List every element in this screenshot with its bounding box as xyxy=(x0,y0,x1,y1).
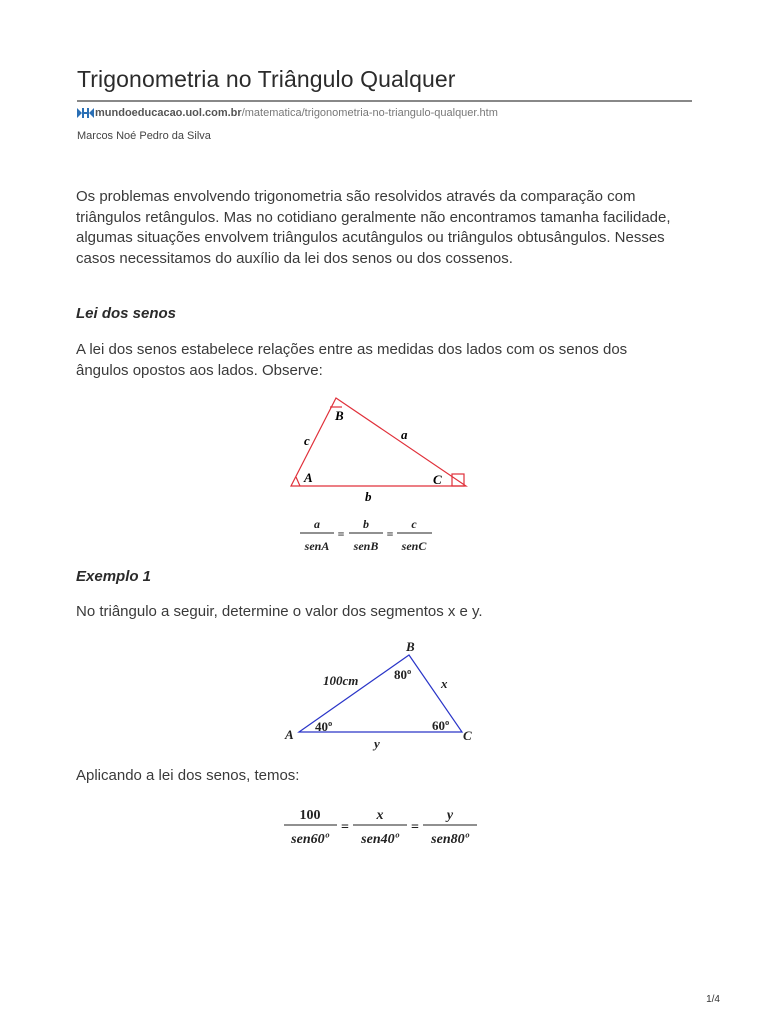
formula1-num-c: c xyxy=(411,517,417,531)
formula1-den-senA: senA xyxy=(304,539,330,553)
intro-paragraph: Os problemas envolvendo trigonometria são resolvidos através da comparação com triângulos retângulos. Mas no cotidiano geralmente não encontramos tamanha facilidade, algumas situações envolvem triângulos acutângulos ou triângulos obtusângulos. Nesses casos necessitamos do auxílio da lei dos senos ou dos cossenos. xyxy=(76,188,671,267)
fig2-vertex-C: C xyxy=(463,728,472,743)
fig2-angle-B: 80º xyxy=(394,667,412,682)
fig2-side-y: y xyxy=(374,736,380,751)
apply-paragraph: Aplicando a lei dos senos, temos: xyxy=(76,767,300,784)
title-divider xyxy=(77,100,692,102)
fig1-side-c: c xyxy=(304,433,310,448)
page-number: 1/4 xyxy=(706,994,720,1005)
triangle-figure-2 xyxy=(282,636,482,752)
example-heading: Exemplo 1 xyxy=(76,568,152,585)
fig1-vertex-C: C xyxy=(433,472,442,487)
formula2-den-sen60: sen60º xyxy=(291,832,329,847)
fig2-vertex-A: A xyxy=(285,727,294,742)
formula1-den-senC: senC xyxy=(401,539,427,553)
example-formula xyxy=(280,804,480,850)
formula2-num-100: 100 xyxy=(299,808,321,823)
formula1-num-a: a xyxy=(314,517,320,531)
fig1-vertex-B: B xyxy=(335,408,344,423)
example-paragraph: No triângulo a seguir, determine o valor dos segmentos x e y. xyxy=(76,603,483,620)
fig1-side-a: a xyxy=(401,427,408,442)
fig2-side-x: x xyxy=(441,676,448,691)
formula1-den-senB: senB xyxy=(353,539,379,553)
formula2-eq-1: = xyxy=(341,820,349,835)
formula1-num-b: b xyxy=(363,517,369,531)
lei-dos-senos-paragraph: A lei dos senos estabelece relações entre as medidas dos lados com os senos dos ângulos opostos aos lados. Observe: xyxy=(76,341,628,379)
source-path: /matematica/trigonometria-no-triangulo-qualquer.htm xyxy=(241,107,498,119)
formula1-eq-1: = xyxy=(337,527,345,541)
fig1-vertex-A: A xyxy=(304,470,313,485)
formula2-den-sen80: sen80º xyxy=(431,832,469,847)
fig1-side-b: b xyxy=(365,489,372,504)
formula2-num-y: y xyxy=(446,808,454,823)
triangle-figure-1 xyxy=(285,393,475,505)
source-link[interactable] xyxy=(77,107,498,119)
formula2-den-sen40: sen40º xyxy=(361,832,399,847)
formula2-num-x: x xyxy=(376,808,384,823)
site-logo-icon xyxy=(77,107,94,119)
fig2-angle-C: 60º xyxy=(432,718,450,733)
formula2-eq-2: = xyxy=(411,820,419,835)
law-of-sines-formula xyxy=(296,514,436,558)
source-domain: mundoeducacao.uol.com.br xyxy=(95,107,242,119)
fig2-side-100cm: 100cm xyxy=(323,673,359,688)
formula1-eq-2: = xyxy=(386,527,394,541)
author-name: Marcos Noé Pedro da Silva xyxy=(77,130,211,142)
section-heading-lei-dos-senos: Lei dos senos xyxy=(76,305,177,322)
page-title: Trigonometria no Triângulo Qualquer xyxy=(77,66,456,92)
fig2-vertex-B: B xyxy=(406,639,415,654)
fig2-angle-A: 40º xyxy=(315,719,333,734)
